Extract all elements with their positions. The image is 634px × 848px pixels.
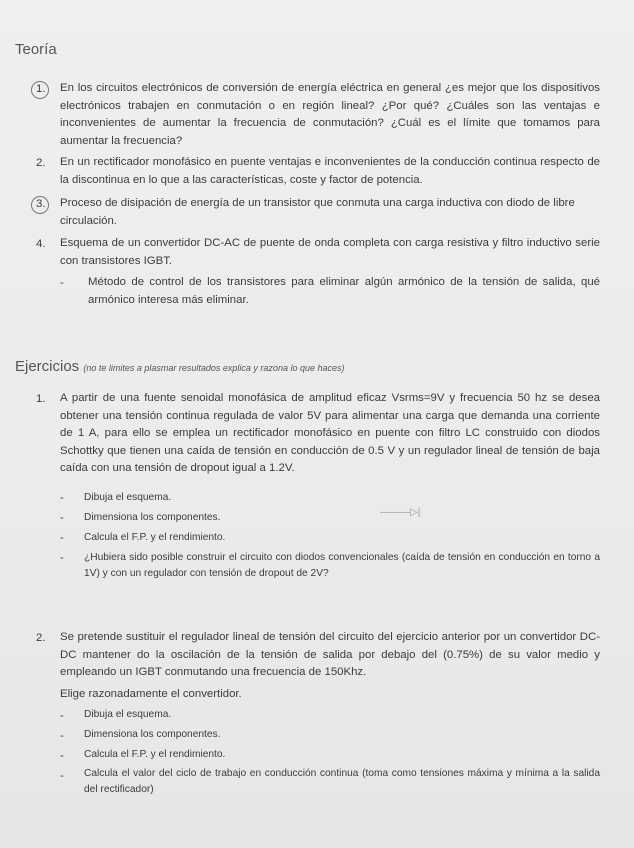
bullet-glyph: - bbox=[60, 730, 64, 742]
exercise-1-bullet-4: ¿Hubiera sido posible construir el circuito con diodos convencionales (caída de tensión en conducción en torno a 1V) y con un regulador con tensión de dropout de 2V? bbox=[84, 552, 600, 579]
theory-item-3-number: 3. bbox=[36, 198, 46, 210]
exercise-2-bullet-2: Dimensiona los componentes. bbox=[84, 729, 221, 740]
theory-heading: Teoría bbox=[15, 41, 57, 58]
exercise-2-bullet-3: Calcula el F.P. y el rendimiento. bbox=[84, 749, 226, 760]
exercises-heading-note: (no te limites a plasmar resultados explica y razona lo que haces) bbox=[83, 363, 345, 373]
bullet-glyph: - bbox=[60, 492, 64, 504]
bullet-glyph: - bbox=[60, 552, 64, 564]
bullet-glyph: - bbox=[60, 710, 64, 722]
bullet-glyph: - bbox=[60, 512, 64, 524]
exercise-2-bullet-4: Calcula el valor del ciclo de trabajo en conducción continua (toma como tensiones máxima y mínima a la salida del rectificador) bbox=[84, 768, 600, 795]
theory-item-2-number: 2. bbox=[36, 157, 46, 169]
exercise-1-bullet-1: Dibuja el esquema. bbox=[84, 492, 172, 503]
sub-bullet-glyph: - bbox=[60, 277, 64, 289]
exercise-2-number: 2. bbox=[36, 632, 46, 644]
theory-item-1-text: En los circuitos electrónicos de conversión de energía eléctrica en general ¿es mejor que los dispositivos electrónicos trabajen en conmutación o en región lineal? ¿Por qué? ¿Cuáles son las ventajas e inconvenientes de aumentar la frecuencia de conmutación? ¿Cuál es el límite que tomamos para aumentar la frecuencia? bbox=[60, 82, 600, 147]
theory-item-1-number: 1. bbox=[36, 83, 46, 95]
bullet-glyph: - bbox=[60, 532, 64, 544]
theory-item-4-sub-bullet: Método de control de los transistores para eliminar algún armónico de la tensión de salida, qué armónico interesa más eliminar. bbox=[88, 276, 600, 306]
bullet-glyph: - bbox=[60, 750, 64, 762]
theory-item-4-number: 4. bbox=[36, 238, 46, 250]
exercise-2-text: Se pretende sustituir el regulador lineal de tensión del circuito del ejercicio anterior por un convertidor DC-DC mantener do la oscilación de la tensión de salida por debajo del (0.75%) de su valor medio y empleando un IGBT conmutando una frecuencia de 150Khz. bbox=[60, 631, 600, 679]
bullet-glyph: - bbox=[60, 770, 64, 782]
exercise-1-bullet-3: Calcula el F.P. y el rendimiento. bbox=[84, 532, 226, 543]
exercise-2-text-2: Elige razonadamente el convertidor. bbox=[60, 688, 242, 700]
exercises-heading-title: Ejercicios bbox=[15, 358, 80, 375]
exercise-1-text: A partir de una fuente senoidal monofásica de amplitud eficaz Vsrms=9V y frecuencia 50 hz se desea obtener una tensión continua regulada de valor 5V para alimentar una carga que demanda una corriente de 1 A, para ello se emplea un rectificador monofásico en puente con filtro LC construido con diodos Schottky que tienen una caída de tensión en conducción de 0.5 V y un regulador lineal de tensión de baja caída con una tensión de dropout igual a 1.2V. bbox=[60, 392, 600, 475]
exercises-heading bbox=[15, 358, 345, 375]
exercise-1-bullet-2: Dimensiona los componentes. bbox=[84, 512, 221, 523]
theory-item-2-text: En un rectificador monofásico en puente ventajas e inconvenientes de la conducción continua respecto de la discontinua en lo que a las características, coste y factor de potencia. bbox=[60, 156, 600, 186]
pencil-diode-sketch: ———▷| bbox=[380, 507, 421, 518]
exercise-1-number: 1. bbox=[36, 393, 46, 405]
exercise-2-bullet-1: Dibuja el esquema. bbox=[84, 709, 172, 720]
theory-item-4-text: Esquema de un convertidor DC-AC de puente de onda completa con carga resistiva y filtro inductivo serie con transistores IGBT. bbox=[60, 237, 600, 267]
theory-item-3-text: Proceso de disipación de energía de un transistor que conmuta una carga inductiva con diodo de libre circulación. bbox=[60, 197, 575, 227]
